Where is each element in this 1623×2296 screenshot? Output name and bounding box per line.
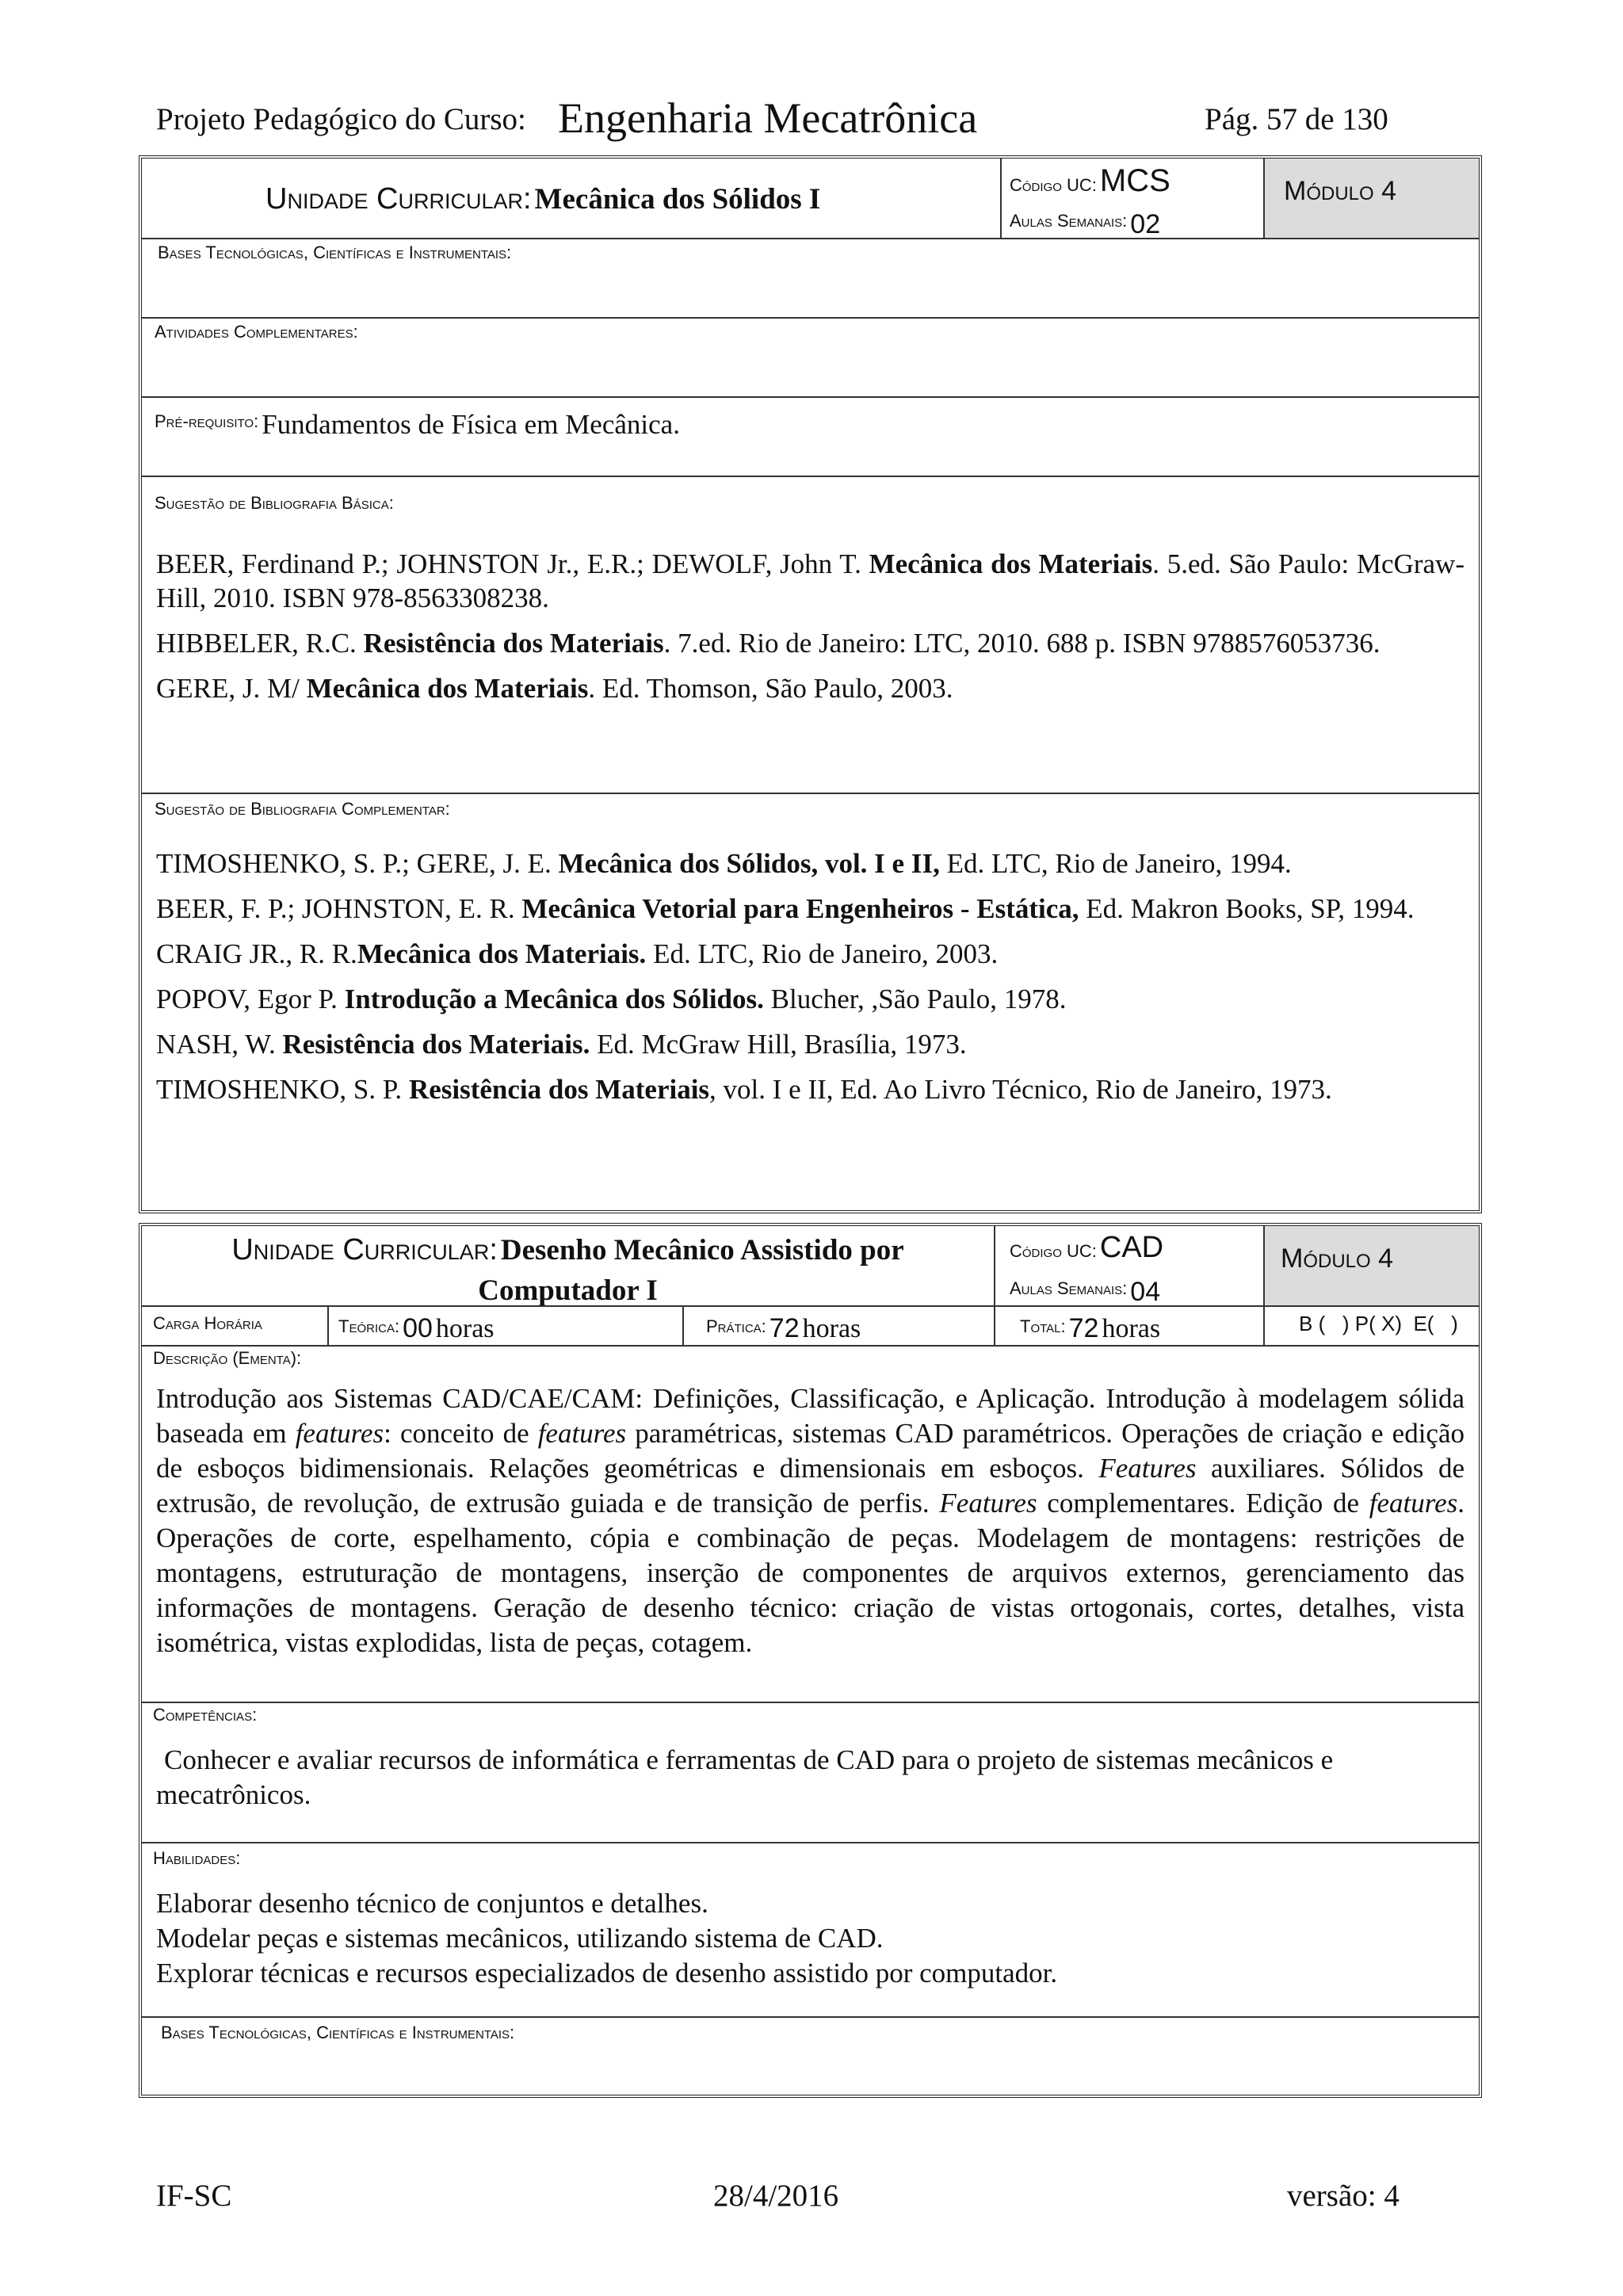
- bib-comp-entry: TIMOSHENKO, S. P. Resistência dos Materiais, vol. I e II, Ed. Ao Livro Técnico, Rio de Janeiro, 1973.: [156, 1074, 1332, 1105]
- uc2-descricao-label: Descrição (Ementa):: [153, 1348, 302, 1368]
- footer-date: 28/4/2016: [713, 2179, 839, 2213]
- uc2-module-cell: [1265, 1226, 1479, 1305]
- uc2-code-cell: [995, 1226, 1263, 1305]
- uc1-bib-basica-list: [156, 547, 1465, 716]
- uc1-atividades-row: [142, 317, 1479, 396]
- uc2-pratica-value: 72: [769, 1313, 800, 1343]
- uc2-teorica-value: 00: [403, 1313, 433, 1343]
- uc1-aulas-label: Aulas Semanais:: [1010, 211, 1128, 231]
- uc2-pratica-label: Prática:: [706, 1316, 766, 1336]
- uc2-total-unit: horas: [1102, 1314, 1161, 1343]
- uc2-bases-label: Bases Tecnológicas, Científicas e Instrumentais:: [161, 2023, 515, 2042]
- uc2-descricao: Introdução aos Sistemas CAD/CAE/CAM: Definições, Classificação, e Aplicação. Introdução à modelagem sólida baseada em features: conceito de features paramétricas, sistemas CAD paramétricos. Operações de criação e edição de esboços bidimensionais. Relações geométricas e dimensionais em esboços. Features auxiliares. Sólidos de extrusão, de revolução, de extrusão guiada e de transição de perfis. Features complementares. Edição de features. Operações de corte, espelhamento, cópia e combinação de peças. Modelagem de montagens: restrições de montagens, estruturação de montagens, inserção de componentes de arquivos externos, gerenciamento das informações de montagens. Geração de desenho técnico: criação de vistas ortogonais, cortes, detalhes, vista isométrica, vistas explodidas, lista de peças, cotagem.: [156, 1383, 1465, 1658]
- uc1-title-cell: [142, 159, 1000, 238]
- uc2-total-value: 72: [1068, 1313, 1099, 1343]
- uc1-bib-comp-list: [156, 846, 1465, 1117]
- uc2-teorica-unit: horas: [435, 1314, 495, 1343]
- uc2-habilidades-label: Habilidades:: [153, 1848, 241, 1868]
- footer-version: versão: 4: [1287, 2179, 1400, 2213]
- uc2-aulas-label: Aulas Semanais:: [1010, 1278, 1128, 1298]
- uc1-prereq-row: [142, 396, 1479, 476]
- uc1-bib-comp-label: Sugestão de Bibliografia Complementar:: [155, 799, 450, 819]
- habilidade-item: Elaborar desenho técnico de conjuntos e detalhes.: [156, 1888, 708, 1919]
- course-label: Projeto Pedagógico do Curso:: [156, 102, 526, 136]
- uc2-name-2: Computador I: [478, 1274, 658, 1307]
- uc-table-1: [139, 155, 1482, 1213]
- uc2-aulas: 04: [1130, 1277, 1161, 1307]
- uc2-teorica-label: Teórica:: [338, 1316, 400, 1336]
- uc1-prereq: Fundamentos de Física em Mecânica.: [262, 409, 680, 440]
- uc1-aulas: 02: [1130, 209, 1161, 239]
- uc2-bases-row: [142, 2016, 1479, 2095]
- uc2-name-1: Desenho Mecânico Assistido por: [500, 1234, 904, 1266]
- uc1-name: Mecânica dos Sólidos I: [534, 183, 821, 216]
- uc2-habilidades-list: [156, 1886, 1465, 1991]
- uc1-label: Unidade Curricular:: [265, 182, 532, 216]
- uc2-habilidades-row: [142, 1842, 1479, 2016]
- footer-institution: IF-SC: [156, 2179, 232, 2213]
- uc2-label: Unidade Curricular:: [231, 1233, 498, 1266]
- course-name: Engenharia Mecatrônica: [558, 94, 978, 142]
- uc1-bases-row: [142, 238, 1479, 317]
- uc1-prereq-label: Pré-requisito:: [155, 411, 259, 431]
- bib-comp-entry: CRAIG JR., R. R.Mecânica dos Materiais. Ed. LTC, Rio de Janeiro, 2003.: [156, 938, 999, 969]
- bib-comp-entry: POPOV, Egor P. Introdução a Mecânica dos Sólidos. Blucher, ,São Paulo, 1978.: [156, 984, 1067, 1014]
- uc2-total-label: Total:: [1020, 1316, 1066, 1336]
- bib-basica-entry: GERE, J. M/ Mecânica dos Materiais. Ed. Thomson, São Paulo, 2003.: [156, 673, 953, 704]
- uc2-competencias: Conhecer e avaliar recursos de informática e ferramentas de CAD para o projeto de sistemas mecânicos e mecatrônicos.: [156, 1744, 1334, 1810]
- uc1-bib-comp-row: [142, 793, 1479, 1210]
- uc2-carga-row: [142, 1305, 1479, 1345]
- uc1-code-cell: [1002, 159, 1263, 238]
- uc2-code: CAD: [1099, 1231, 1164, 1264]
- uc2-code-label: Código UC:: [1010, 1241, 1097, 1261]
- uc1-module: Módulo 4: [1284, 176, 1397, 206]
- bib-comp-entry: BEER, F. P.; JOHNSTON, E. R. Mecânica Vetorial para Engenheiros - Estática, Ed. Makron Books, SP, 1994.: [156, 893, 1415, 924]
- uc1-bib-basica-label: Sugestão de Bibliografia Básica:: [155, 493, 394, 513]
- bib-comp-entry: NASH, W. Resistência dos Materiais. Ed. McGraw Hill, Brasília, 1973.: [156, 1029, 967, 1060]
- uc1-atividades-label: Atividades Complementares:: [155, 322, 358, 342]
- uc1-code-label: Código UC:: [1010, 175, 1097, 195]
- bib-basica-entry: HIBBELER, R.C. Resistência dos Materiais. 7.ed. Rio de Janeiro: LTC, 2010. 688 p. ISBN 9788576053736.: [156, 628, 1381, 659]
- bib-comp-entry: TIMOSHENKO, S. P.; GERE, J. E. Mecânica dos Sólidos, vol. I e II, Ed. LTC, Rio de Janeiro, 1994.: [156, 848, 1292, 879]
- uc2-title-cell: [142, 1226, 994, 1305]
- habilidade-item: Modelar peças e sistemas mecânicos, utilizando sistema de CAD.: [156, 1923, 884, 1954]
- uc-table-2: [139, 1223, 1482, 2098]
- uc1-bases-label: Bases Tecnológicas, Científicas e Instrumentais:: [158, 243, 512, 262]
- uc1-module-cell: [1265, 159, 1479, 238]
- uc2-bpe: B ( ) P( X) E( ): [1299, 1312, 1458, 1335]
- uc2-descricao-row: [142, 1345, 1479, 1702]
- uc1-bib-basica-row: [142, 476, 1479, 793]
- uc2-module: Módulo 4: [1281, 1244, 1394, 1274]
- uc1-code: MCS: [1099, 163, 1170, 198]
- habilidade-item: Explorar técnicas e recursos especializados de desenho assistido por computador.: [156, 1958, 1058, 1988]
- page-number: Pág. 57 de 130: [1205, 102, 1388, 136]
- uc2-pratica-unit: horas: [802, 1314, 861, 1343]
- bib-basica-entry: BEER, Ferdinand P.; JOHNSTON Jr., E.R.; DEWOLF, John T. Mecânica dos Materiais. 5.ed. São Paulo: McGraw-Hill, 2010. ISBN 978-8563308238.: [156, 548, 1465, 613]
- uc2-carga-label: Carga Horária: [153, 1313, 262, 1333]
- uc2-competencias-label: Competências:: [153, 1705, 258, 1725]
- uc2-competencias-row: [142, 1702, 1479, 1842]
